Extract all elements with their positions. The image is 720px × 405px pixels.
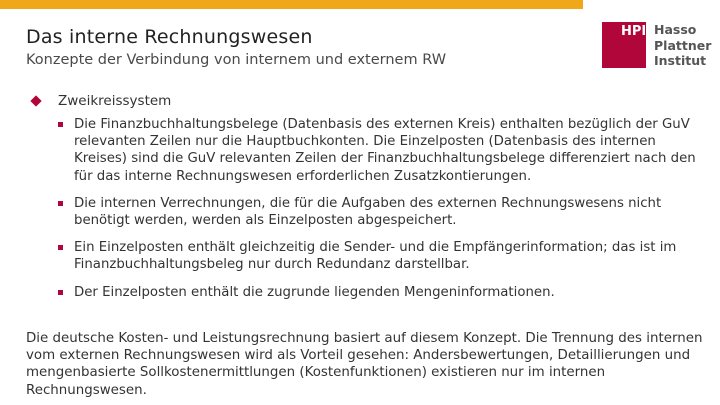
hpi-logo	[602, 22, 714, 68]
list-item	[58, 239, 703, 273]
diamond-bullet-icon	[30, 95, 41, 106]
list-item-text: Die Finanzbuchhaltungsbelege (Datenbasis des externen Kreis) enthalten bezüglich der GuV relevanten Zeilen nur die Hauptbuchkonten. Die Einzelposten (Datenbasis des internen Kreises) sind die GuV relevanten Zeilen der Finanzbuchhaltungsbelege differenziert nach den für das interne Rechnungswesen erforderlichen Zusatzkontierungen.	[74, 117, 696, 184]
square-bullet-icon	[58, 122, 63, 127]
logo-line1: Hasso	[654, 22, 697, 37]
logo-line2: Plattner	[654, 37, 712, 53]
square-bullet-icon	[58, 201, 63, 206]
logo-line3: Institut	[654, 53, 707, 68]
square-bullet-icon	[58, 245, 63, 250]
logo-abbr: HPI	[621, 24, 647, 39]
top-accent-bar	[0, 0, 583, 9]
page-subtitle: Konzepte der Verbindung von internem und externem RW	[26, 52, 447, 68]
logo-text	[654, 22, 711, 69]
logo-box	[602, 22, 646, 68]
level1-heading: Zweikreissystem	[58, 93, 172, 109]
list-item-text: Der Einzelposten enthält die zugrunde liegenden Mengeninformationen.	[74, 284, 555, 300]
list-item-text: Ein Einzelposten enthält gleichzeitig die Sender- und die Empfängerinformation; das ist im Finanzbuchhaltungsbeleg nur durch Redundanz darstellbar.	[74, 240, 677, 273]
page-title: Das interne Rechnungswesen	[26, 26, 313, 48]
list-item	[58, 195, 703, 229]
bullet-list	[58, 116, 703, 311]
square-bullet-icon	[58, 290, 63, 295]
list-item	[58, 116, 703, 185]
list-item	[58, 284, 703, 301]
list-item-text: Die internen Verrechnungen, die für die Aufgaben des externen Rechnungswesens nicht benötigt werden, werden als Einzelposten abgespeichert.	[74, 195, 662, 229]
footer-paragraph: Die deutsche Kosten- und Leistungsrechnung basiert auf diesem Konzept. Die Trennung des internen vom externen Rechnungswesen wird als Vorteil gesehen: Andersbewertungen, Detaillierungen und mengenbasierte Sollkostenermittlungen (Kostenfunktionen) existieren nur im internen Rechnungswesen.	[26, 331, 703, 398]
